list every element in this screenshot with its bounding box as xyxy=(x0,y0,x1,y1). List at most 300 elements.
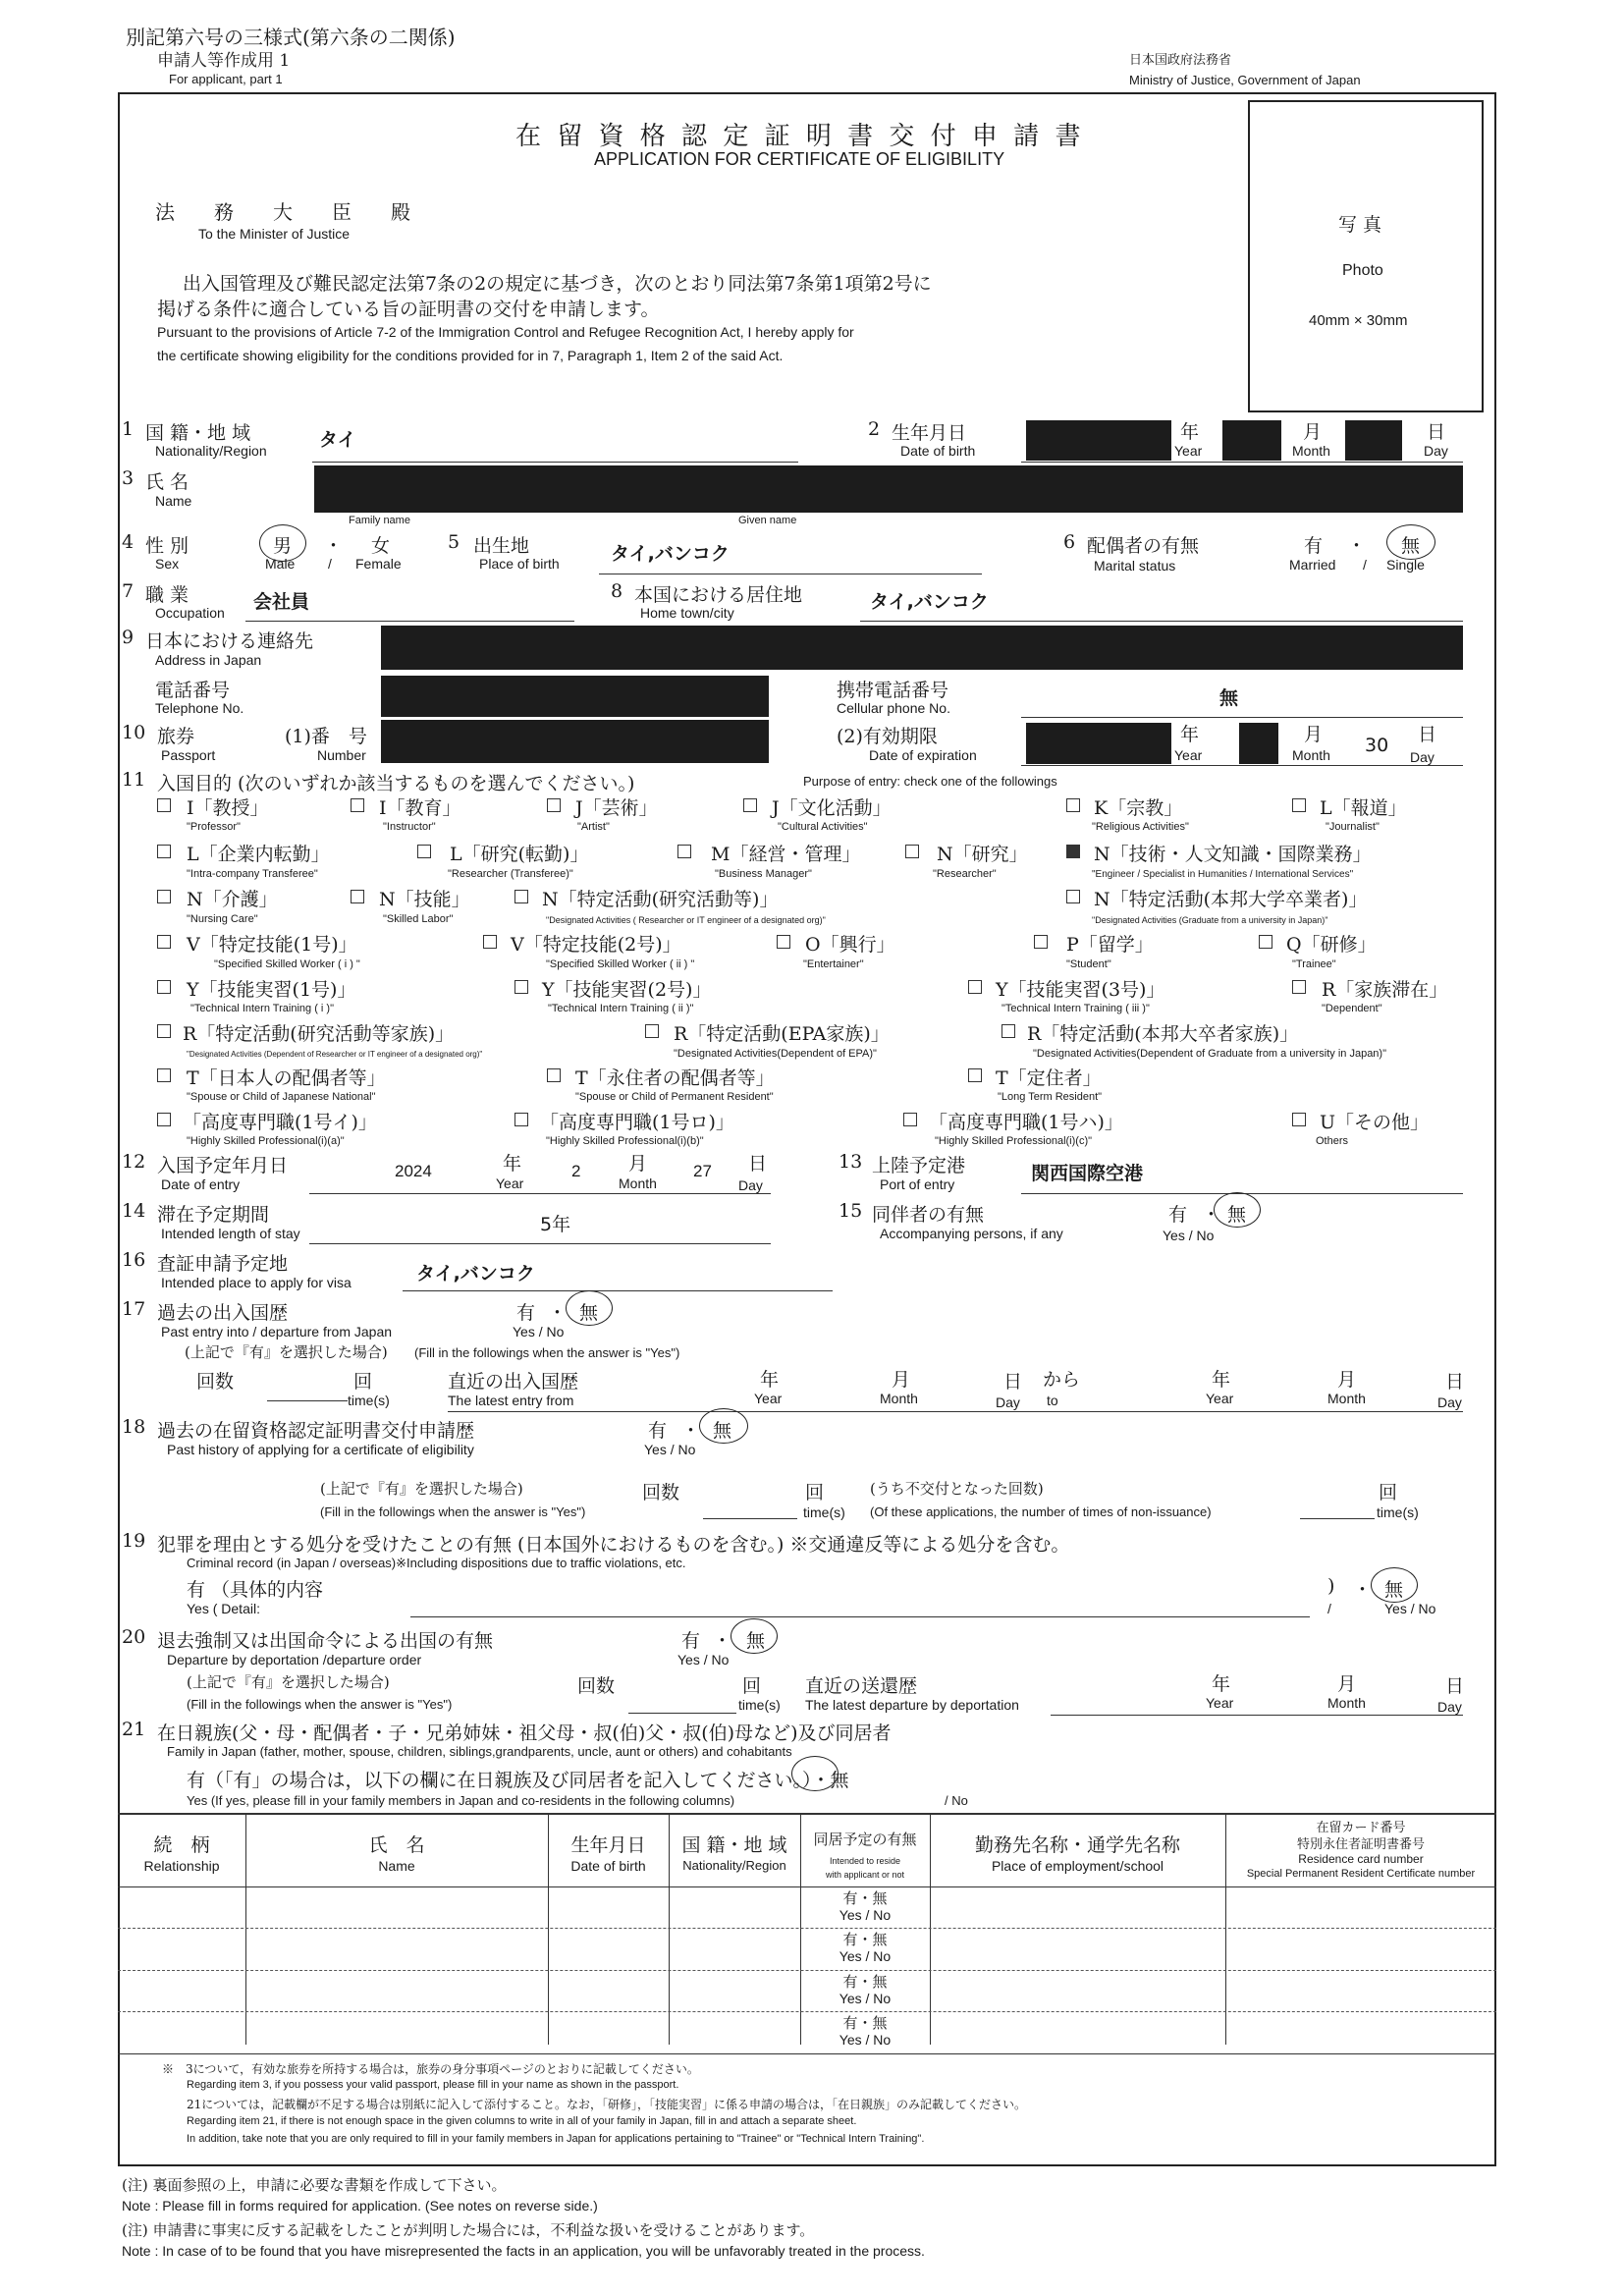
f17-yes-jp[interactable]: 有 xyxy=(516,1302,536,1324)
f17-latest-underline xyxy=(448,1411,1463,1412)
table-header-employment-jp: 勤務先名称・通学先名称 xyxy=(974,1834,1180,1856)
f20-times-jp: 回 xyxy=(742,1675,762,1697)
f12-num: 12 xyxy=(122,1151,146,1173)
f20-cond-en: (Fill in the followings when the answer is "Yes") xyxy=(187,1697,453,1712)
purpose-option-label: V「特定技能(1号)」 xyxy=(187,934,357,956)
f6-label-jp: 配偶者の有無 xyxy=(1087,535,1200,557)
redacted-birth-year xyxy=(1026,420,1171,461)
f18-label-jp: 過去の在留資格認定証明書交付申請歴 xyxy=(157,1420,475,1442)
f17-from-day-en: Day xyxy=(996,1394,1020,1410)
marital-no-jp[interactable]: 無 xyxy=(1401,535,1421,557)
occupation-value[interactable]: 会社員 xyxy=(253,591,310,613)
sex-male-jp[interactable]: 男 xyxy=(273,535,293,557)
purpose-option-label-en: "Business Manager" xyxy=(715,868,812,880)
purpose-option-label-en: "Religious Activities" xyxy=(1092,821,1189,833)
f13-label-en: Port of entry xyxy=(880,1176,955,1192)
f18-count-underline xyxy=(703,1518,797,1519)
f19-close-jp: ) xyxy=(1327,1575,1335,1597)
f17-latest-en: The latest entry from xyxy=(448,1393,574,1408)
f4-num: 4 xyxy=(122,531,135,553)
table-row[interactable] xyxy=(118,2012,1496,2051)
f20-latest-underline xyxy=(1051,1715,1463,1716)
purpose-checkbox[interactable] xyxy=(1292,980,1306,994)
f1-label-jp: 国 籍・地 域 xyxy=(145,422,251,444)
f20-no-jp[interactable]: 無 xyxy=(746,1630,766,1652)
accomp-yes-no-en: Yes / No xyxy=(1163,1228,1215,1243)
purpose-option-label: P「留学」 xyxy=(1066,934,1154,956)
f18-no-circle xyxy=(699,1408,748,1444)
purpose-option-label-en: "Technical Intern Training ( ii )" xyxy=(548,1003,694,1014)
f20-label-en: Departure by deportation /departure order xyxy=(167,1652,422,1667)
f19-no-jp[interactable]: 無 xyxy=(1384,1579,1404,1601)
footer-note-1: (注) 裏面参照の上，申請に必要な書類を作成して下さい。 xyxy=(122,2176,507,2194)
f17-from-month-en: Month xyxy=(880,1391,918,1406)
f20-dot: ・ xyxy=(713,1630,732,1652)
f17-label-jp: 過去の出入国歴 xyxy=(157,1302,289,1324)
purpose-option-label-en: "Engineer / Specialist in Humanities / International Services" xyxy=(1092,869,1354,880)
redacted-passport-number xyxy=(381,720,769,763)
table-row[interactable] xyxy=(118,1887,1496,1927)
purpose-checkbox[interactable] xyxy=(905,845,919,858)
purpose-option-label: V「特定技能(2号)」 xyxy=(511,934,681,956)
exp-month-jp: 月 xyxy=(1304,724,1324,745)
f12-underline xyxy=(309,1193,771,1194)
f18-yes-jp[interactable]: 有 xyxy=(648,1420,668,1442)
photo-size: 40mm × 30mm xyxy=(1309,312,1408,329)
f15-label-en: Accompanying persons, if any xyxy=(880,1226,1063,1241)
exp-day-jp: 日 xyxy=(1418,724,1437,745)
f16-num: 16 xyxy=(122,1249,146,1271)
purpose-option-label: 「高度専門職(1号ハ)」 xyxy=(929,1112,1123,1133)
f2-num: 2 xyxy=(868,418,881,440)
purpose-option-label: N「技能」 xyxy=(379,889,470,910)
f19-close-slash: / xyxy=(1327,1601,1331,1616)
purpose-checkbox[interactable] xyxy=(157,1024,171,1038)
table-row-reside-jp[interactable]: 有・無 xyxy=(842,1889,888,1907)
purpose-option-label: Y「技能実習(3号)」 xyxy=(996,979,1165,1001)
exp-year-jp: 年 xyxy=(1180,724,1200,745)
photo-box[interactable] xyxy=(1248,100,1484,412)
f20-label-jp: 退去強制又は出国命令による出国の有無 xyxy=(157,1630,494,1652)
purpose-checkbox[interactable] xyxy=(1066,798,1080,812)
f9-label-jp: 日本における連絡先 xyxy=(145,630,314,652)
f6-label-en: Marital status xyxy=(1094,558,1176,574)
table-header-card-en2: Special Permanent Resident Certificate number xyxy=(1246,1868,1476,1880)
f3-num: 3 xyxy=(122,467,135,489)
f20-month-jp: 月 xyxy=(1337,1673,1357,1695)
f18-non-times-en: time(s) xyxy=(1377,1504,1419,1520)
exp-underline xyxy=(1021,765,1463,766)
addressee-en: To the Minister of Justice xyxy=(198,226,351,242)
purpose-option-label-en: "Designated Activities(Dependent of Graduate from a university in Japan)" xyxy=(1033,1048,1386,1060)
f19-label-en: Criminal record (in Japan / overseas)※Including dispositions due to traffic violations, etc. xyxy=(187,1556,686,1570)
purpose-option-label-en: "Student" xyxy=(1066,958,1111,970)
f18-non-en: (Of these applications, the number of times of non-issuance) xyxy=(870,1504,1212,1519)
cell-label-jp: 携帯電話番号 xyxy=(837,680,949,701)
f17-no-circle xyxy=(566,1290,613,1326)
title-en: APPLICATION FOR CERTIFICATE OF ELIGIBILITY xyxy=(594,149,1005,169)
purpose-checkbox[interactable] xyxy=(157,890,171,903)
f12-label-jp: 入国予定年月日 xyxy=(157,1155,289,1176)
exp-year-en: Year xyxy=(1174,747,1203,763)
entry-year-value[interactable]: 2024 xyxy=(395,1162,432,1180)
f21-label-en: Family in Japan (father, mother, spouse, children, siblings,grandparents, uncle, aunt or others) and cohabitants xyxy=(167,1744,792,1759)
entry-day-en: Day xyxy=(738,1177,763,1193)
f21-circle-mark xyxy=(791,1756,839,1791)
f17-from-year-en: Year xyxy=(754,1391,783,1406)
f21-yes-line-jp: 有（「有」の場合は，以下の欄に在日親族及び同居者を記入してください。）・無 xyxy=(187,1770,849,1791)
purpose-option-label: J「芸術」 xyxy=(575,797,658,819)
f10-num: 10 xyxy=(122,722,146,743)
f17-no-jp[interactable]: 無 xyxy=(579,1302,599,1324)
addressee-jp: 法 務 大 臣 殿 xyxy=(155,200,410,224)
purpose-option-label: O「興行」 xyxy=(805,934,895,956)
purpose-option-label: Q「研修」 xyxy=(1286,934,1377,956)
f20-year-jp: 年 xyxy=(1212,1673,1231,1695)
table-note-3-en: In addition, take note that you are only required to fill in your family members in Japan for applications pertaining to "Trainee" or "Technical Intern Training". xyxy=(187,2133,925,2145)
birthplace-value[interactable]: タイ,バンコク xyxy=(611,543,730,565)
f2-day-jp: 日 xyxy=(1427,421,1446,443)
purpose-option-label-en: "Artist" xyxy=(577,821,610,833)
purpose-option-label-en: "Designated Activities(Dependent of EPA)" xyxy=(674,1048,877,1060)
purpose-option-label: N「特定活動(本邦大学卒業者)」 xyxy=(1094,889,1368,910)
f19-detail-en: Yes ( Detail: xyxy=(187,1601,260,1616)
purpose-checkbox[interactable] xyxy=(1034,935,1048,949)
purpose-option-label-en: "Researcher (Transferee)" xyxy=(448,868,573,880)
purpose-option-label-en: "Entertainer" xyxy=(803,958,864,970)
f20-no-circle xyxy=(731,1618,778,1654)
marital-dot: ・ xyxy=(1347,535,1367,557)
purpose-checkbox[interactable] xyxy=(743,798,757,812)
f17-to-day-en: Day xyxy=(1437,1394,1462,1410)
table-header-reside-en2: with applicant or not xyxy=(825,1870,905,1880)
purpose-option-label: T「日本人の配偶者等」 xyxy=(187,1067,386,1089)
f16-label-jp: 査証申請予定地 xyxy=(157,1253,289,1275)
entry-day-jp: 日 xyxy=(748,1153,768,1175)
table-header-name-jp: 氏 名 xyxy=(368,1834,425,1856)
purpose-option-label-en: "Journalist" xyxy=(1326,821,1380,833)
purpose-checkbox[interactable] xyxy=(777,935,790,949)
purpose-option-label-en: "Designated Activities (Dependent of Researcher or IT engineer of a designated org)" xyxy=(187,1050,483,1059)
f5-num: 5 xyxy=(448,531,460,553)
purpose-option-label-en: "Intra-company Transferee" xyxy=(187,868,318,880)
purpose-checkbox[interactable] xyxy=(514,1113,528,1126)
hometown-value[interactable]: タイ,バンコク xyxy=(870,591,989,613)
purpose-option-label-en: "Designated Activities ( Researcher or IT engineer of a designated org)" xyxy=(546,915,826,925)
f19-num: 19 xyxy=(122,1530,146,1552)
purpose-checkbox[interactable] xyxy=(157,980,171,994)
f13-num: 13 xyxy=(839,1151,863,1173)
f17-latest-jp: 直近の出入国歴 xyxy=(448,1371,579,1393)
purpose-checkbox[interactable] xyxy=(547,1068,561,1082)
f20-count-underline xyxy=(628,1713,736,1714)
purpose-option-label: J「文化活動」 xyxy=(772,797,892,819)
accomp-no-jp[interactable]: 無 xyxy=(1227,1204,1247,1226)
f6-num: 6 xyxy=(1063,531,1076,553)
f3-label-en: Name xyxy=(155,493,192,509)
table-row-reside-jp[interactable]: 有・無 xyxy=(842,1973,888,1991)
f12-label-en: Date of entry xyxy=(161,1176,241,1192)
family-name-label: Family name xyxy=(349,515,410,526)
purpose-option-label: N「技術・人文知識・国際業務」 xyxy=(1094,844,1372,865)
purpose-checkbox[interactable] xyxy=(903,1113,917,1126)
f17-from-year-jp: 年 xyxy=(760,1369,780,1391)
purpose-option-label: 「高度専門職(1号ロ)」 xyxy=(540,1112,734,1133)
f17-yes-no-en: Yes / No xyxy=(513,1324,565,1339)
purpose-option-label-en: "Spouse or Child of Japanese National" xyxy=(187,1091,376,1103)
entry-month-value[interactable]: 2 xyxy=(571,1162,581,1180)
marital-married-en: Married xyxy=(1289,557,1336,573)
purpose-checkbox[interactable] xyxy=(157,1068,171,1082)
f18-non-jp: (うち不交付となった回数) xyxy=(870,1480,1044,1498)
marital-slash: / xyxy=(1363,557,1367,573)
f17-dot: ・ xyxy=(548,1302,568,1324)
table-note-2-en: Regarding item 21, if there is not enough space in the given columns to write in all of your family in Japan, fill in and attach a separate sheet. xyxy=(187,2115,857,2127)
purpose-checkbox[interactable] xyxy=(483,935,497,949)
table-row-reside-en: Yes / No xyxy=(839,1907,892,1923)
purpose-option-label: Y「技能実習(2号)」 xyxy=(542,979,712,1001)
f4-label-jp: 性 別 xyxy=(145,535,189,557)
f19-label-jp: 犯罪を理由とする処分を受けたことの有無 (日本国外におけるものを含む。) ※交通違反等による処分を含む。 xyxy=(157,1534,1070,1556)
f17-num: 17 xyxy=(122,1298,146,1320)
f10-label-en: Passport xyxy=(161,747,216,763)
table-note-1-jp: ※ 3について，有効な旅券を所持する場合は，旅券の身分事項ページのとおりに記載してください。 xyxy=(162,2062,699,2076)
nationality-value[interactable]: タイ xyxy=(319,429,356,451)
sex-dot: ・ xyxy=(324,535,344,557)
f19-no-circle xyxy=(1371,1567,1418,1603)
f18-no-jp[interactable]: 無 xyxy=(713,1420,732,1442)
purpose-checkbox[interactable] xyxy=(514,890,528,903)
entry-year-jp: 年 xyxy=(503,1153,522,1175)
purpose-option-label: T「永住者の配偶者等」 xyxy=(575,1067,775,1089)
purpose-option-label-en: "Highly Skilled Professional(i)(c)" xyxy=(935,1135,1093,1147)
f17-to-year-en: Year xyxy=(1206,1391,1234,1406)
f18-non-underline xyxy=(1300,1518,1375,1519)
purpose-checkbox-checked[interactable] xyxy=(1066,845,1080,858)
purpose-option-label: M「経営・管理」 xyxy=(711,844,861,865)
f13-label-jp: 上陸予定港 xyxy=(872,1155,966,1176)
purpose-checkbox[interactable] xyxy=(1292,798,1306,812)
purpose-checkbox[interactable] xyxy=(968,980,982,994)
f17-label-en: Past entry into / departure from Japan xyxy=(161,1324,393,1339)
form-id: 別記第六号の三様式(第六条の二関係) xyxy=(126,26,456,49)
title-jp: 在 留 資 格 認 定 証 明 書 交 付 申 請 書 xyxy=(515,122,1085,151)
entry-month-en: Month xyxy=(619,1175,657,1191)
marital-yes-jp[interactable]: 有 xyxy=(1304,535,1324,557)
f17-count-jp: 回数 xyxy=(196,1371,235,1393)
f19-no-en: Yes / No xyxy=(1384,1601,1436,1616)
purpose-checkbox[interactable] xyxy=(351,798,364,812)
purpose-checkbox[interactable] xyxy=(1066,890,1080,903)
f17-to-year-jp: 年 xyxy=(1212,1369,1231,1391)
f19-dot: ・ xyxy=(1353,1579,1373,1601)
f11-label-jp: 入国目的 (次のいずれか該当するものを選んでください。) xyxy=(157,773,635,794)
photo-label-en: Photo xyxy=(1342,262,1383,279)
table-header-card-jp2: 特別永住者証明書番号 xyxy=(1296,1837,1425,1852)
sex-slash: / xyxy=(328,556,332,572)
purpose-checkbox[interactable] xyxy=(157,935,171,949)
f7-label-en: Occupation xyxy=(155,605,225,621)
purpose-option-label-en: "Researcher" xyxy=(933,868,997,880)
f15-label-jp: 同伴者の有無 xyxy=(872,1204,985,1226)
form-part-en: For applicant, part 1 xyxy=(169,72,283,86)
purpose-checkbox[interactable] xyxy=(417,845,431,858)
table-header-reside-en1: Intended to reside xyxy=(829,1856,901,1866)
f20-latest-en: The latest departure by deportation xyxy=(805,1697,1019,1713)
redacted-exp-month xyxy=(1239,723,1278,764)
purpose-option-label: R「家族滞在」 xyxy=(1322,979,1448,1001)
purpose-option-label-en: "Instructor" xyxy=(383,821,436,833)
table-row-reside-jp[interactable]: 有・無 xyxy=(842,2014,888,2032)
redacted-birth-month xyxy=(1222,420,1281,461)
purpose-option-label: Ⅰ「教授」 xyxy=(187,797,269,819)
f9-label-en: Address in Japan xyxy=(155,652,262,668)
footer-note-4: Note : In case of to be found that you have misrepresented the facts in an application, you will be unfavorably treated in the process. xyxy=(122,2243,925,2259)
f18-non-times-jp: 回 xyxy=(1379,1482,1398,1503)
tel-label-en: Telephone No. xyxy=(155,700,244,716)
purpose-option-label-en: "Technical Intern Training ( iii )" xyxy=(1001,1003,1150,1014)
f20-cond-jp: (上記で『有』を選択した場合) xyxy=(187,1673,390,1691)
sex-female-en: Female xyxy=(355,556,402,572)
table-top-border xyxy=(118,1813,1496,1815)
f14-num: 14 xyxy=(122,1200,146,1222)
f8-label-jp: 本国における居住地 xyxy=(634,584,803,606)
f14-label-jp: 滞在予定期間 xyxy=(157,1204,270,1226)
f17-to-en: to xyxy=(1047,1393,1058,1408)
table-header-name-en: Name xyxy=(378,1858,415,1874)
purpose-option-label: N「研究」 xyxy=(937,844,1028,865)
purpose-option-label-en: "Trainee" xyxy=(1292,958,1336,970)
table-header-relationship-en: Relationship xyxy=(143,1858,220,1874)
purpose-option-label: N「特定活動(研究活動等)」 xyxy=(542,889,779,910)
entry-day-value[interactable]: 27 xyxy=(693,1162,712,1180)
f15-num: 15 xyxy=(839,1200,863,1222)
purpose-option-label-en: "Specified Skilled Worker ( ii ) " xyxy=(546,958,695,970)
f2-day-en: Day xyxy=(1424,443,1448,459)
f17-count-underline xyxy=(267,1400,348,1401)
sex-male-en: Male xyxy=(265,556,296,572)
cell-value[interactable]: 無 xyxy=(1219,687,1239,709)
f18-cond-jp: (上記で『有』を選択した場合) xyxy=(320,1480,523,1498)
stay-length-value[interactable]: 5年 xyxy=(540,1214,571,1235)
exp-month-en: Month xyxy=(1292,747,1330,763)
purpose-checkbox[interactable] xyxy=(1259,935,1272,949)
marital-single-en: Single xyxy=(1386,557,1425,573)
table-row-reside-jp[interactable]: 有・無 xyxy=(842,1931,888,1948)
purpose-option-label-en: "Specified Skilled Worker ( i ) " xyxy=(214,958,360,970)
f2-year-jp: 年 xyxy=(1180,421,1200,443)
f1-underline xyxy=(312,462,798,463)
table-header-employment-en: Place of employment/school xyxy=(991,1858,1164,1874)
purpose-option-label: U「その他」 xyxy=(1320,1112,1430,1133)
f21-yes-line-en: Yes (If yes, please fill in your family members in Japan and co-residents in the following columns) xyxy=(187,1793,735,1808)
purpose-checkbox[interactable] xyxy=(547,798,561,812)
purpose-checkbox[interactable] xyxy=(157,1113,171,1126)
cell-label-en: Cellular phone No. xyxy=(837,700,950,716)
f2-month-jp: 月 xyxy=(1303,421,1323,443)
sex-female-jp[interactable]: 女 xyxy=(371,535,391,557)
table-header-relationship-jp: 続 柄 xyxy=(153,1834,210,1856)
table-row[interactable] xyxy=(118,1929,1496,1968)
purpose-checkbox[interactable] xyxy=(157,845,171,858)
table-row[interactable] xyxy=(118,1971,1496,2010)
f1-label-en: Nationality/Region xyxy=(155,443,267,459)
footer-note-3: (注) 申請書に事実に反する記載をしたことが判明した場合には，不利益な扱いを受けることがあります。 xyxy=(122,2221,815,2239)
f11-num: 11 xyxy=(122,769,146,791)
purpose-option-label-en: "Nursing Care" xyxy=(187,913,258,925)
f18-yes-no-en: Yes / No xyxy=(644,1442,696,1457)
f21-num: 21 xyxy=(122,1719,146,1740)
port-value[interactable]: 関西国際空港 xyxy=(1031,1163,1144,1184)
f1-num: 1 xyxy=(122,418,135,440)
f17-from-month-jp: 月 xyxy=(892,1369,911,1391)
f17-cond-en: (Fill in the followings when the answer is "Yes") xyxy=(414,1345,680,1360)
purpose-checkbox[interactable] xyxy=(1292,1113,1306,1126)
f18-times-jp: 回 xyxy=(805,1482,825,1503)
cell-underline xyxy=(1021,717,1463,718)
footer-note-2: Note : Please fill in forms required for application. (See notes on reverse side.) xyxy=(122,2198,598,2214)
purpose-option-label: R「特定活動(研究活動等家族)」 xyxy=(183,1023,455,1045)
passport-exp-label-en: Date of expiration xyxy=(869,747,977,763)
purpose-checkbox[interactable] xyxy=(645,1024,659,1038)
f8-underline xyxy=(860,621,1463,622)
f17-cond-jp: (上記で『有』を選択した場合) xyxy=(185,1343,388,1361)
f17-times-jp: 回 xyxy=(353,1371,373,1393)
purpose-checkbox[interactable] xyxy=(514,980,528,994)
passport-no-label-jp: (1)番 号 xyxy=(285,726,367,747)
purpose-option-label: T「定住者」 xyxy=(996,1067,1102,1089)
f18-label-en: Past history of applying for a certificate of eligibility xyxy=(167,1442,474,1457)
f2-label-jp: 生年月日 xyxy=(892,422,967,444)
purpose-option-label-en: "Spouse or Child of Permanent Resident" xyxy=(575,1091,774,1103)
f20-num: 20 xyxy=(122,1626,146,1648)
purpose-checkbox[interactable] xyxy=(968,1068,982,1082)
purpose-option-label: 「高度専門職(1号イ)」 xyxy=(183,1112,377,1133)
purpose-option-label: Ⅰ「教育」 xyxy=(379,797,461,819)
f21-label-jp: 在日親族(父・母・配偶者・子・兄弟姉妹・祖父母・叔(伯)父・叔(伯)母など)及び同居者 xyxy=(157,1722,892,1744)
exp-day-value[interactable]: 30 xyxy=(1365,735,1389,756)
ministry-jp: 日本国政府法務省 xyxy=(1129,53,1232,68)
purpose-option-label-en: Others xyxy=(1316,1135,1349,1147)
f17-to-month-en: Month xyxy=(1327,1391,1366,1406)
form-part-jp: 申請人等作成用 1 xyxy=(157,51,291,71)
table-header-dob-jp: 生年月日 xyxy=(570,1834,646,1856)
exp-day-en: Day xyxy=(1410,749,1435,765)
purpose-checkbox[interactable] xyxy=(677,845,691,858)
redacted-name xyxy=(314,465,1463,513)
purpose-checkbox[interactable] xyxy=(351,890,364,903)
table-header-card-jp1: 在留カード番号 xyxy=(1316,1821,1406,1835)
f18-dot: ・ xyxy=(681,1420,701,1442)
f20-count-jp: 回数 xyxy=(577,1675,616,1697)
accomp-yes-jp[interactable]: 有 xyxy=(1168,1204,1188,1226)
f18-cond-en: (Fill in the followings when the answer is "Yes") xyxy=(320,1504,586,1519)
tel-label-jp: 電話番号 xyxy=(155,680,231,701)
f19-detail-underline[interactable] xyxy=(410,1616,1310,1617)
f5-label-en: Place of birth xyxy=(479,556,560,572)
purpose-checkbox[interactable] xyxy=(1001,1024,1015,1038)
purpose-option-label-en: "Dependent" xyxy=(1322,1003,1382,1014)
f20-month-en: Month xyxy=(1327,1695,1366,1711)
purpose-checkbox[interactable] xyxy=(157,798,171,812)
f10-label-jp: 旅券 xyxy=(157,726,195,747)
visa-place-value[interactable]: タイ,バンコク xyxy=(416,1263,535,1285)
f18-num: 18 xyxy=(122,1416,146,1438)
marital-no-circle xyxy=(1386,524,1435,560)
purpose-option-label: Y「技能実習(1号)」 xyxy=(187,979,356,1001)
table-note-2-jp: 21については，記載欄が不足する場合は別紙に記入して添付すること。なお，「研修」，「技能実習」に係る申請の場合は，「在日親族」のみ記載してください。 xyxy=(187,2098,1027,2111)
f20-yes-jp[interactable]: 有 xyxy=(681,1630,701,1652)
